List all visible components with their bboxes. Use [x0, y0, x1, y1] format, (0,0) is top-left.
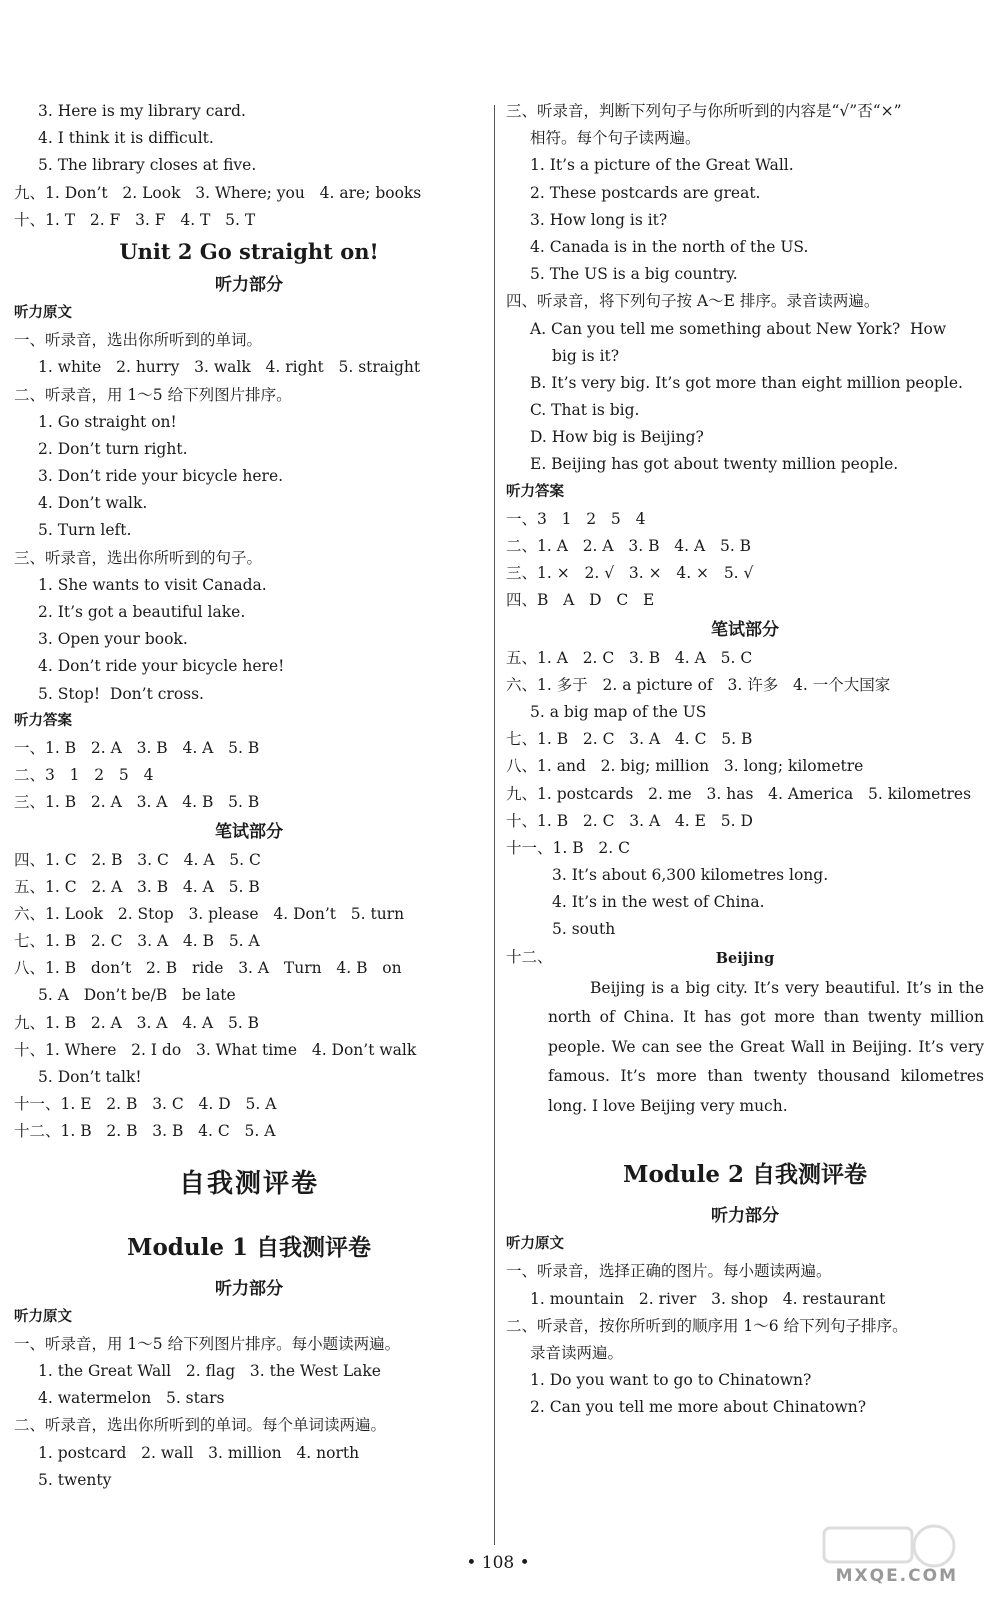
text-line: 六、1. Look 2. Stop 3. please 4. Don’t 5. turn	[14, 904, 405, 923]
text-line: 三、1. B 2. A 3. A 4. B 5. B	[14, 793, 260, 812]
text-line: 一、听录音，选出你所听到的单词。	[14, 331, 263, 350]
text-line: 2. It’s got a beautiful lake.	[38, 603, 246, 621]
text-line: 三、1. × 2. √ 3. × 4. × 5. √	[506, 564, 754, 583]
text-line: 3. Don’t ride your bicycle here.	[38, 467, 284, 486]
text-line: 2. These postcards are great.	[530, 183, 761, 202]
text-line: 2. Don’t turn right.	[38, 439, 188, 458]
text-line: 录音读两遍。	[530, 1343, 624, 1362]
right-top-section	[506, 98, 984, 944]
text-line: 三、听录音，选出你所听到的句子。	[14, 548, 263, 567]
text-line: 九、1. postcards 2. me 3. has 4. America 5. kilometres	[506, 784, 972, 803]
text-line: 四、听录音，将下列句子按 A～E 排序。录音读两遍。	[506, 292, 880, 311]
left-column	[14, 98, 484, 1494]
text-line: 1. Go straight on!	[38, 412, 177, 431]
text-line: 听力答案	[14, 712, 72, 729]
text-line: A. Can you tell me something about New York? How	[530, 319, 947, 338]
text-line: 二、听录音，选出你所听到的单词。每个单词读两遍。	[14, 1416, 387, 1435]
test-title: 自我测评卷	[178, 1168, 319, 1199]
text-line: 十、1. Where 2. I do 3. What time 4. Don’t walk	[14, 1040, 417, 1059]
section-title: 听力部分	[711, 1206, 779, 1227]
text-line: 5. south	[552, 920, 616, 939]
text-line: 二、1. A 2. A 3. B 4. A 5. B	[506, 537, 752, 555]
text-line: 1. postcard 2. wall 3. million 4. north	[38, 1443, 360, 1462]
column-divider	[494, 105, 495, 1545]
text-line: 九、1. B 2. A 3. A 4. A 5. B	[14, 1013, 260, 1032]
text-line: C. That is big.	[530, 401, 640, 420]
text-line: 5. a big map of the US	[530, 702, 707, 721]
text-line: 一、3 1 2 5 4	[506, 509, 646, 528]
text-line: 1. mountain 2. river 3. shop 4. restaurant	[530, 1289, 886, 1308]
text-line: 2. Can you tell me more about Chinatown?	[530, 1398, 867, 1417]
text-line: 4. It’s in the west of China.	[552, 893, 765, 912]
text-line: 听力答案	[506, 483, 564, 500]
text-line: 九、1. Don’t 2. Look 3. Where; you 4. are; books	[14, 183, 422, 202]
text-line: 十一、1. E 2. B 3. C 4. D 5. A	[14, 1095, 277, 1114]
text-line: 七、1. B 2. C 3. A 4. B 5. A	[14, 932, 260, 951]
text-line: 二、听录音，按你所听到的顺序用 1～6 给下列句子排序。	[506, 1316, 908, 1335]
text-line: 5. Don’t talk!	[38, 1068, 142, 1086]
essay-text: Beijing is a big city. It’s very beautiful. It’s in the north of China. It has got more than twenty million people. We can see the Great Wall in Beijing. It’s very famous. It’s more than twenty thousand kilometres long. I love Beijing very much.	[548, 978, 984, 1115]
essay-title: Beijing	[715, 949, 775, 967]
section-title: 听力部分	[215, 274, 283, 295]
text-line: 听力原文	[14, 1308, 72, 1325]
module-title: Module 2 自我测评卷	[623, 1161, 867, 1189]
text-line: E. Beijing has got about twenty million people.	[530, 455, 899, 474]
text-line: B. It’s very big. It’s got more than eight million people.	[530, 373, 963, 392]
text-line: 3. How long is it?	[530, 210, 668, 229]
text-line: 二、3 1 2 5 4	[14, 766, 154, 785]
text-line: 七、1. B 2. C 3. A 4. C 5. B	[506, 730, 753, 749]
text-line: 4. watermelon 5. stars	[38, 1389, 225, 1408]
text-line: 十、1. T 2. F 3. F 4. T 5. T	[14, 210, 256, 229]
text-line: 三、听录音，判断下列句子与你所听到的内容是“√”否“×”	[506, 102, 902, 120]
text-line: 十一、1. B 2. C	[506, 838, 630, 857]
text-line: 五、1. A 2. C 3. B 4. A 5. C	[506, 648, 753, 667]
essay-block	[506, 944, 984, 1122]
text-line: 4. Canada is in the north of the US.	[530, 237, 809, 256]
text-line: 1. Do you want to go to Chinatown?	[530, 1371, 812, 1390]
right-bottom-section	[506, 1139, 984, 1421]
text-line: 3. Here is my library card.	[38, 102, 246, 120]
page-number: • 108 •	[466, 1553, 530, 1573]
text-line: 八、1. B don’t 2. B ride 3. A Turn 4. B on	[14, 959, 402, 978]
text-line: 3. Open your book.	[38, 630, 188, 649]
text-line: 一、1. B 2. A 3. B 4. A 5. B	[14, 738, 260, 757]
right-column	[506, 98, 984, 1421]
section-title: 听力部分	[215, 1278, 283, 1299]
text-line: 5. The US is a big country.	[530, 265, 738, 284]
text-line: 六、1. 多于 2. a picture of 3. 许多 4. 一个大国家	[506, 675, 891, 694]
text-line: 八、1. and 2. big; million 3. long; kilometre	[506, 757, 864, 776]
text-line: 3. It’s about 6,300 kilometres long.	[552, 866, 829, 885]
text-line: 四、B A D C E	[506, 591, 655, 610]
text-line: 十、1. B 2. C 3. A 4. E 5. D	[506, 811, 753, 830]
text-line: 四、1. C 2. B 3. C 4. A 5. C	[14, 850, 261, 869]
text-line: 5. The library closes at five.	[38, 156, 257, 175]
section-title: 笔试部分	[215, 821, 283, 842]
text-line: 5. twenty	[38, 1470, 112, 1489]
text-line: 听力原文	[506, 1236, 564, 1253]
text-line: 1. white 2. hurry 3. walk 4. right 5. straight	[38, 358, 421, 377]
text-line: 5. Turn left.	[38, 521, 132, 540]
watermark-text: MXQE.COM	[835, 1566, 958, 1586]
text-line: 4. Don’t ride your bicycle here!	[38, 657, 285, 676]
text-line: 1. It’s a picture of the Great Wall.	[530, 156, 794, 175]
module-title: Module 1 自我测评卷	[127, 1233, 371, 1261]
text-line: D. How big is Beijing?	[530, 428, 704, 447]
text-line: 1. She wants to visit Canada.	[38, 575, 267, 594]
text-line: 5. A Don’t be/B be late	[38, 986, 236, 1005]
text-line: 相符。每个句子读两遍。	[530, 129, 701, 148]
section-title: 笔试部分	[711, 619, 779, 640]
text-line: 五、1. C 2. A 3. B 4. A 5. B	[14, 877, 260, 896]
text-line: 一、听录音，用 1～5 给下列图片排序。每小题读两遍。	[14, 1334, 401, 1353]
text-line: big is it?	[552, 346, 620, 365]
text-line: 5. Stop! Don’t cross.	[38, 684, 204, 703]
text-line: 十二、1. B 2. B 3. B 4. C 5. A	[14, 1122, 276, 1141]
text-line: 4. Don’t walk.	[38, 494, 148, 513]
essay-label: 十二、	[506, 947, 553, 966]
text-line: 听力原文	[14, 304, 72, 321]
text-line: 二、听录音，用 1～5 给下列图片排序。	[14, 385, 292, 404]
text-line: 一、听录音，选择正确的图片。每小题读两遍。	[506, 1262, 832, 1281]
text-line: 1. the Great Wall 2. flag 3. the West Lake	[38, 1361, 381, 1380]
text-line: 4. I think it is difficult.	[38, 129, 214, 148]
unit-title: Unit 2 Go straight on!	[119, 238, 379, 264]
